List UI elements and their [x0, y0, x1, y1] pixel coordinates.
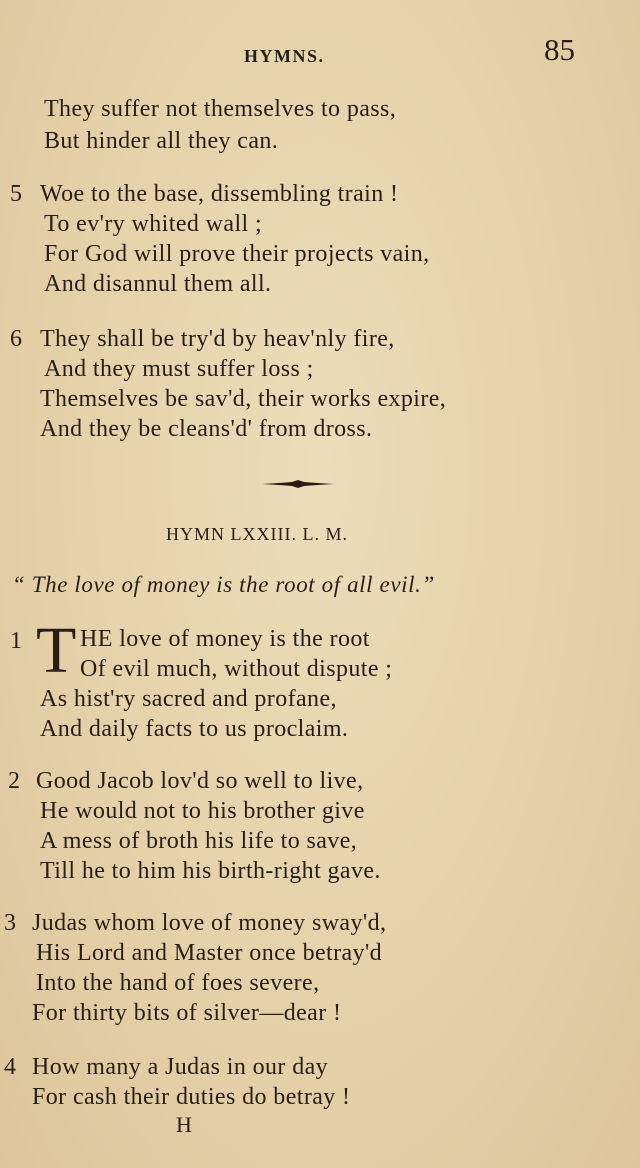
verse-line: As hist'ry sacred and profane, — [40, 686, 337, 712]
verse-line: And they must suffer loss ; — [44, 356, 314, 382]
verse-line: His Lord and Master once betray'd — [36, 940, 383, 966]
verse-line: Judas whom love of money sway'd, — [32, 910, 387, 936]
verse-number: 6 — [10, 326, 22, 352]
verse-line: How many a Judas in our day — [32, 1054, 329, 1080]
verse-line: He would not to his brother give — [40, 798, 365, 824]
hymn-epigraph: “ The love of money is the root of all evil.” — [12, 572, 435, 597]
verse-line: They shall be try'd by heav'nly fire, — [40, 326, 395, 352]
verse-line: For thirty bits of silver—dear ! — [32, 1000, 342, 1026]
hymn-heading: HYMN LXXIII. L. M. — [166, 524, 348, 544]
verse-line: Woe to the base, dissembling train ! — [40, 181, 399, 207]
verse-number: 5 — [10, 181, 22, 207]
verse-line: Of evil much, without dispute ; — [80, 656, 393, 682]
verse-line: And daily facts to us proclaim. — [40, 716, 349, 742]
verse-line: They suffer not themselves to pass, — [44, 96, 397, 122]
page-number: 85 — [544, 32, 575, 67]
verse-line: Good Jacob lov'd so well to live, — [36, 768, 364, 794]
verse-line: And disannul them all. — [44, 271, 272, 297]
verse-line: For cash their duties do betray ! — [32, 1084, 351, 1110]
verse-number: 2 — [8, 768, 20, 794]
running-head: HYMNS. — [244, 46, 325, 66]
verse-line: Till he to him his birth-right gave. — [40, 858, 381, 884]
verse-line: For God will prove their projects vain, — [44, 241, 430, 267]
drop-cap: T — [36, 614, 77, 687]
verse-number: 4 — [4, 1054, 16, 1080]
ornament-divider — [262, 480, 334, 488]
verse-number: 1 — [10, 628, 22, 654]
verse-line: To ev'ry whited wall ; — [44, 211, 263, 237]
signature-mark: H — [176, 1112, 192, 1137]
verse-line: Into the hand of foes severe, — [36, 970, 320, 996]
verse-line: Themselves be sav'd, their works expire, — [40, 386, 447, 412]
verse-number: 3 — [4, 910, 16, 936]
verse-line: HE love of money is the root — [80, 626, 370, 652]
verse-line: And they be cleans'd' from dross. — [40, 416, 373, 442]
verse-line: A mess of broth his life to save, — [40, 828, 358, 854]
verse-line: But hinder all they can. — [44, 128, 279, 154]
